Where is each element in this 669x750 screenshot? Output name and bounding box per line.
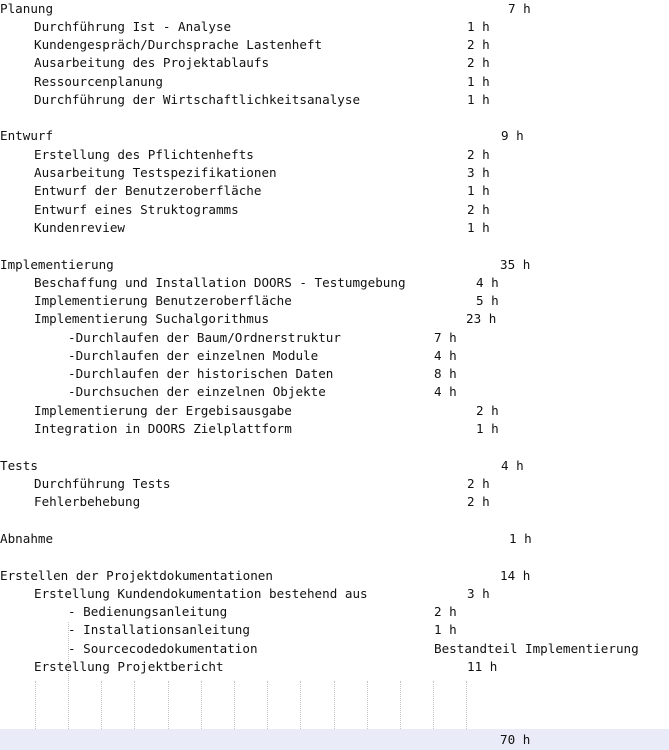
subtask-row (0, 347, 669, 365)
section-title: Abnahme (0, 531, 54, 546)
section-hours: 14 h (500, 568, 531, 583)
guide-line (400, 681, 401, 729)
section-header (0, 530, 669, 548)
task-hours: 11 h (467, 659, 498, 674)
task-row (0, 420, 669, 438)
task-row (0, 201, 669, 219)
guide-line (433, 681, 434, 729)
task-label: Beschaffung und Installation DOORS - Testumgebung (34, 275, 406, 290)
task-row (0, 658, 669, 676)
task-hours: 1 h (467, 220, 490, 235)
subtask-label: - Bedienungsanleitung (68, 604, 228, 619)
task-hours: 3 h (467, 586, 490, 601)
subtask-label: -Durchsuchen der einzelnen Objekte (68, 384, 326, 399)
subtask-row (0, 603, 669, 621)
task-label: Entwurf eines Struktogramms (34, 202, 239, 217)
task-row (0, 493, 669, 511)
task-label: Ausarbeitung Testspezifikationen (34, 165, 277, 180)
section-header (0, 127, 669, 145)
task-row (0, 292, 669, 310)
guide-line (101, 681, 102, 729)
task-label: Erstellung Kundendokumentation bestehend aus (34, 586, 368, 601)
subtask-label: -Durchlaufen der Baum/Ordnerstruktur (68, 330, 341, 345)
subtask-hours: Bestandteil Implementierung (434, 641, 639, 656)
task-row (0, 310, 669, 328)
guide-line (267, 681, 268, 729)
guide-line (300, 681, 301, 729)
task-hours: 23 h (466, 311, 497, 326)
task-label: Implementierung Benutzeroberfläche (34, 293, 292, 308)
task-row (0, 274, 669, 292)
section-hours: 9 h (501, 128, 524, 143)
task-hours: 2 h (467, 147, 490, 162)
section-title: Implementierung (0, 257, 114, 272)
guide-line (234, 681, 235, 729)
task-label: Implementierung der Ergebisausgabe (34, 403, 292, 418)
task-row (0, 164, 669, 182)
section-hours: 7 h (508, 1, 531, 16)
subtask-hours: 1 h (434, 622, 457, 637)
task-row (0, 402, 669, 420)
task-row (0, 219, 669, 237)
section-header (0, 457, 669, 475)
guide-line (334, 681, 335, 729)
task-row (0, 91, 669, 109)
task-row (0, 475, 669, 493)
section-hours: 4 h (501, 458, 524, 473)
task-label: Kundengespräch/Durchsprache Lastenheft (34, 37, 323, 52)
subtask-hours: 2 h (434, 604, 457, 619)
task-label: Erstellung Projektbericht (34, 659, 224, 674)
task-row (0, 73, 669, 91)
subtask-label: - Installationsanleitung (68, 622, 250, 637)
subtask-label: -Durchlaufen der einzelnen Module (68, 348, 319, 363)
task-row (0, 146, 669, 164)
section-hours: 1 h (509, 531, 532, 546)
task-hours: 1 h (467, 92, 490, 107)
task-hours: 2 h (467, 476, 490, 491)
guide-line (168, 681, 169, 729)
task-label: Durchführung der Wirtschaftlichkeitsanalyse (34, 92, 361, 107)
task-label: Implementierung Suchalgorithmus (34, 311, 270, 326)
subtask-row (0, 383, 669, 401)
task-hours: 1 h (467, 19, 490, 34)
task-label: Entwurf der Benutzeroberfläche (34, 183, 262, 198)
subtask-row (0, 621, 669, 639)
task-hours: 2 h (467, 37, 490, 52)
guide-line (201, 681, 202, 729)
subtask-hours: 4 h (434, 348, 457, 363)
task-hours: 2 h (467, 55, 490, 70)
subtask-row (0, 329, 669, 347)
guide-line (466, 681, 467, 729)
section-title: Tests (0, 458, 38, 473)
task-hours: 1 h (476, 421, 499, 436)
task-hours: 2 h (467, 202, 490, 217)
total-row (0, 729, 669, 750)
subtask-hours: 4 h (434, 384, 457, 399)
subtask-row (0, 365, 669, 383)
task-hours: 4 h (476, 275, 499, 290)
subtask-label: - Sourcecodedokumentation (68, 641, 258, 656)
task-row (0, 182, 669, 200)
section-title: Erstellen der Projektdokumentationen (0, 568, 273, 583)
guide-line (134, 681, 135, 729)
task-label: Integration in DOORS Zielplattform (34, 421, 292, 436)
subtask-hours: 7 h (434, 330, 457, 345)
task-hours: 1 h (467, 74, 490, 89)
section-header (0, 256, 669, 274)
task-label: Fehlerbehebung (34, 494, 141, 509)
task-row (0, 18, 669, 36)
section-header (0, 567, 669, 585)
section-hours: 35 h (500, 257, 531, 272)
task-label: Ausarbeitung des Projektablaufs (34, 55, 270, 70)
task-label: Durchführung Ist - Analyse (34, 19, 232, 34)
section-title: Entwurf (0, 128, 54, 143)
guide-line (367, 681, 368, 729)
task-label: Ressourcenplanung (34, 74, 163, 89)
task-label: Erstellung des Pflichtenhefts (34, 147, 254, 162)
task-row (0, 54, 669, 72)
task-hours: 3 h (467, 165, 490, 180)
subtask-label: -Durchlaufen der historischen Daten (68, 366, 334, 381)
task-label: Kundenreview (34, 220, 125, 235)
task-row (0, 585, 669, 603)
task-hours: 2 h (467, 494, 490, 509)
total-hours: 70 h (500, 732, 531, 747)
subtask-hours: 8 h (434, 366, 457, 381)
task-hours: 5 h (476, 293, 499, 308)
task-hours: 2 h (476, 403, 499, 418)
section-title: Planung (0, 1, 54, 16)
task-hours: 1 h (467, 183, 490, 198)
task-row (0, 36, 669, 54)
task-label: Durchführung Tests (34, 476, 171, 491)
section-header (0, 0, 669, 18)
guide-line (35, 681, 36, 729)
subtask-row (0, 640, 669, 658)
